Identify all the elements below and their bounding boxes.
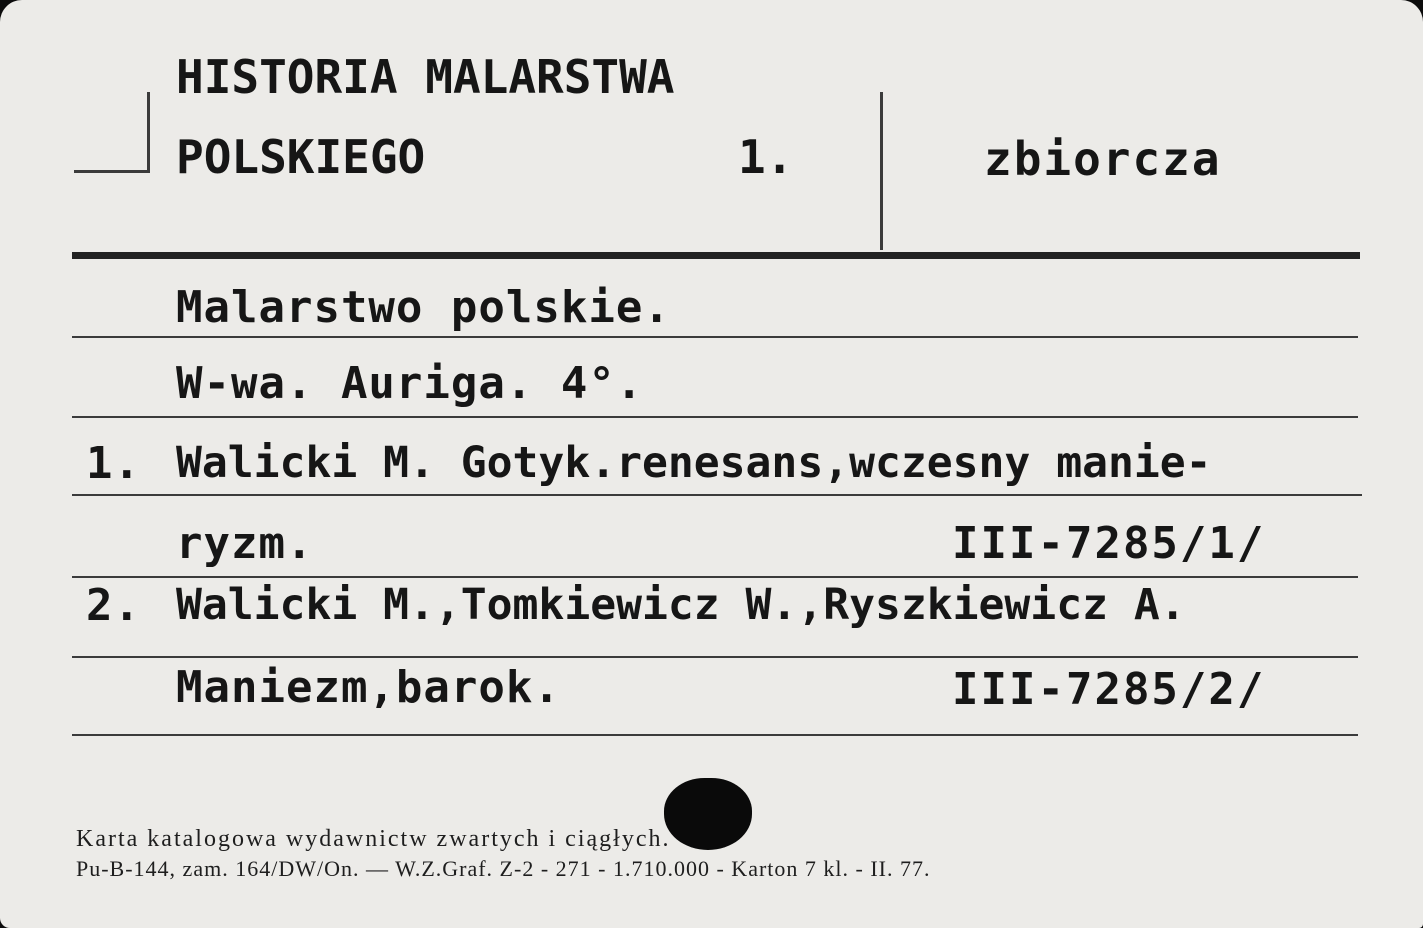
volume-number: 1. <box>738 130 794 184</box>
footer-line-1: Karta katalogowa wydawnictw zwartych i ciągłych. <box>76 826 671 852</box>
row-rule-1 <box>72 336 1358 338</box>
subject-line: Malarstwo polskie. <box>176 282 671 333</box>
punch-hole <box>664 778 752 850</box>
row-rule-2 <box>72 416 1358 418</box>
title-line-1: HISTORIA MALARSTWA <box>176 50 675 104</box>
title-line-2: POLSKIEGO <box>176 130 426 184</box>
imprint-line: W-wa. Auriga. 4°. <box>176 358 644 409</box>
row-rule-3 <box>72 494 1362 496</box>
footer-line-2: Pu-B-144, zam. 164/DW/On. — W.Z.Graf. Z-2 - 271 - 1.710.000 - Karton 7 kl. - II. 77. <box>76 856 931 881</box>
entry-line-1: Walicki M. Gotyk.renesans,wczesny manie- <box>176 438 1212 488</box>
entry-line-2: Maniezm,barok. <box>176 662 561 713</box>
entry-line-1: Walicki M.,Tomkiewicz W.,Ryszkiewicz A. <box>176 580 1186 630</box>
heading-thick-rule <box>72 252 1360 259</box>
heading-left-stub <box>74 170 150 173</box>
call-number: III-7285/1/ <box>952 518 1266 569</box>
heading-divider <box>880 92 883 250</box>
heading-left-tick <box>147 92 150 172</box>
call-number: III-7285/2/ <box>952 664 1266 715</box>
row-rule-6 <box>72 734 1358 736</box>
entry-line-2: ryzm. <box>176 518 314 569</box>
entry-number: 1. <box>86 438 141 489</box>
row-rule-4 <box>72 576 1358 578</box>
entry-number: 2. <box>86 580 141 631</box>
row-rule-5 <box>72 656 1358 658</box>
record-type: zbiorcza <box>984 132 1222 186</box>
